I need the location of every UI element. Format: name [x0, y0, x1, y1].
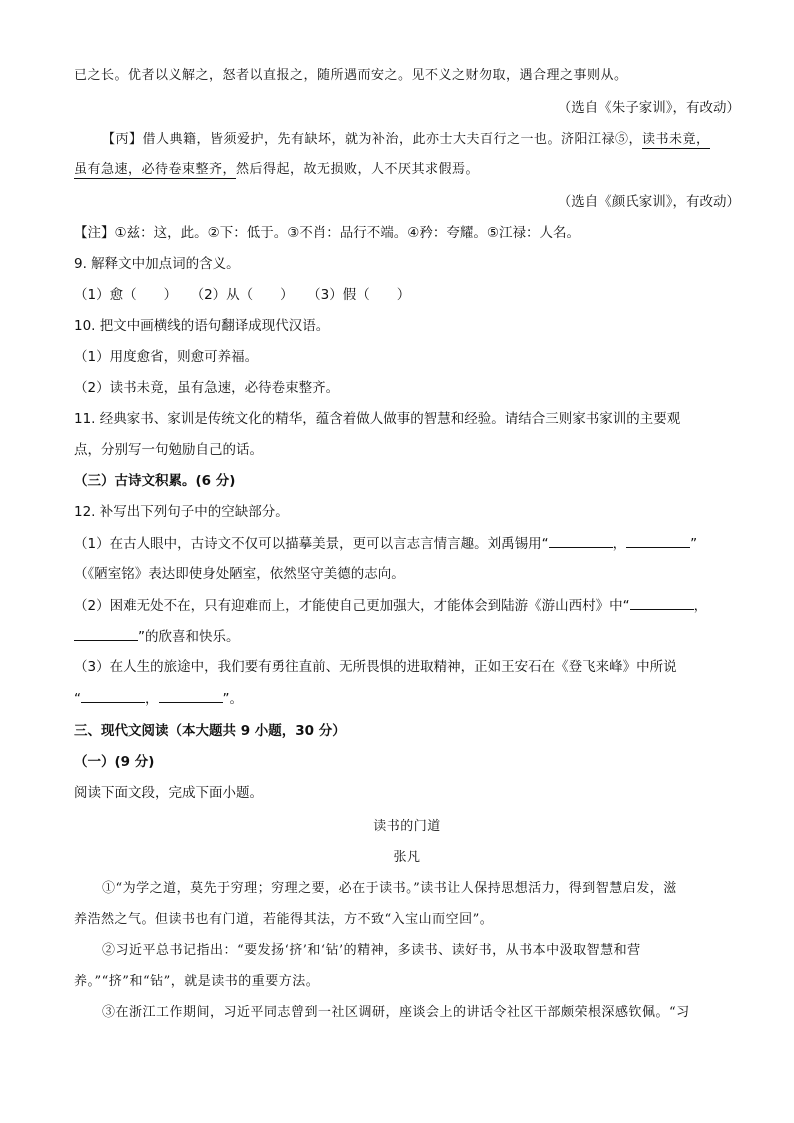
- answer-blank[interactable]: [74, 626, 138, 641]
- text-span: ”: [690, 536, 698, 552]
- text-span: ，: [612, 536, 627, 552]
- answer-blank[interactable]: [159, 688, 223, 703]
- question-9-items: （1）愈（ ） （2）从（ ） （3）假（ ）: [74, 287, 411, 303]
- article-author: 张凡: [393, 850, 421, 865]
- question-11-cont: 点，分别写一句勉励自己的话。: [74, 442, 263, 458]
- question-12-item-3-cont: [74, 688, 740, 709]
- question-10: 10. 把文中画横线的语句翻译成现代汉语。: [74, 318, 330, 334]
- answer-blank[interactable]: [81, 688, 145, 703]
- source-note: （选自《朱子家训》，有改动）: [557, 100, 740, 116]
- article-paragraph-cont: 养浩然之气。但读书也有门道，若能得其法，方不致“入宝山而空回”。: [74, 912, 494, 927]
- answer-blank[interactable]: [630, 595, 694, 610]
- question-12-item-1: [74, 533, 740, 554]
- question-12-item-1-cont: （《陋室铭》表达即使身处陋室，依然坚守美德的志向。: [74, 566, 405, 582]
- article-paragraph: ①“为学之道，莫先于穷理；穷理之要，必在于读书。”读书让人保持思想活力，得到智慧启发，滋: [102, 881, 677, 896]
- underlined-sentence: 读书未竟，: [642, 132, 710, 147]
- source-note: （选自《颜氏家训》，有改动）: [557, 194, 740, 210]
- section-heading: 三、现代文阅读（本大题共 9 小题，30 分）: [74, 723, 346, 739]
- article-paragraph-cont: 养。”“挤”和“钻”，就是读书的重要方法。: [74, 974, 320, 989]
- text-span: ”。: [222, 691, 243, 707]
- text-span: 然后得起，故无损败，人不厌其求假焉。: [236, 162, 480, 177]
- text-line: [74, 130, 740, 150]
- question-10-item-2: （2）读书未竟，虽有急速，必待卷束整齐。: [74, 380, 340, 396]
- text-line: [74, 160, 740, 180]
- section-subheading: （一）(9 分): [74, 754, 155, 770]
- question-11: 11. 经典家书、家训是传统文化的精华，蕴含着做人做事的智慧和经验。请结合三则家书家训的主要观: [74, 411, 681, 427]
- article-title: 读书的门道: [373, 819, 441, 834]
- article-paragraph: ③在浙江工作期间，习近平同志曾到一社区调研，座谈会上的讲话令社区干部颇荣根深感钦佩。“习: [102, 1005, 690, 1020]
- text-span: “: [74, 691, 81, 707]
- annotation-note: 【注】①兹：这，此。②下：低于。③不肖：品行不端。④矜：夸耀。⑤江禄：人名。: [74, 225, 581, 241]
- text-span: 【丙】借人典籍，皆须爱护，先有缺坏，就为补治，此亦士大夫百行之一也。济阳江禄⑤，: [102, 132, 643, 147]
- question-10-item-1: （1）用度愈省，则愈可养福。: [74, 349, 259, 365]
- question-12: 12. 补写出下列句子中的空缺部分。: [74, 504, 289, 520]
- text-line: 已之长。优者以义解之，怒者以直报之，随所遇而安之。见不义之财勿取，遇合理之事则从。: [74, 68, 628, 83]
- section-heading: （三）古诗文积累。(6 分): [74, 473, 236, 489]
- text-span: ，: [693, 598, 708, 614]
- underlined-sentence: 虽有急速，必待卷束整齐，: [74, 162, 237, 177]
- question-12-item-2: [74, 595, 740, 616]
- reading-instruction: 阅读下面文段，完成下面小题。: [74, 785, 263, 801]
- article-paragraph: ②习近平总书记指出：“要发扬‘挤’和‘钻’的精神，多读书、读好书，从书本中汲取智慧和营: [102, 943, 641, 958]
- text-span: ”的欣喜和快乐。: [138, 629, 240, 645]
- question-12-item-3: （3）在人生的旅途中，我们要有勇往直前、无所畏惧的进取精神，正如王安石在《登飞来峰》中所说: [74, 659, 677, 675]
- answer-blank[interactable]: [626, 533, 690, 548]
- text-span: （1）在古人眼中，古诗文不仅可以描摹美景，更可以言志言情言趣。刘禹锡用“: [74, 536, 549, 552]
- question-12-item-2-cont: [74, 626, 740, 647]
- question-9: 9. 解释文中加点词的含义。: [74, 256, 240, 272]
- text-span: （2）困难无处不在，只有迎难而上，才能使自己更加强大，才能体会到陆游《游山西村》中“: [74, 598, 630, 614]
- text-span: ，: [145, 691, 159, 707]
- answer-blank[interactable]: [549, 533, 613, 548]
